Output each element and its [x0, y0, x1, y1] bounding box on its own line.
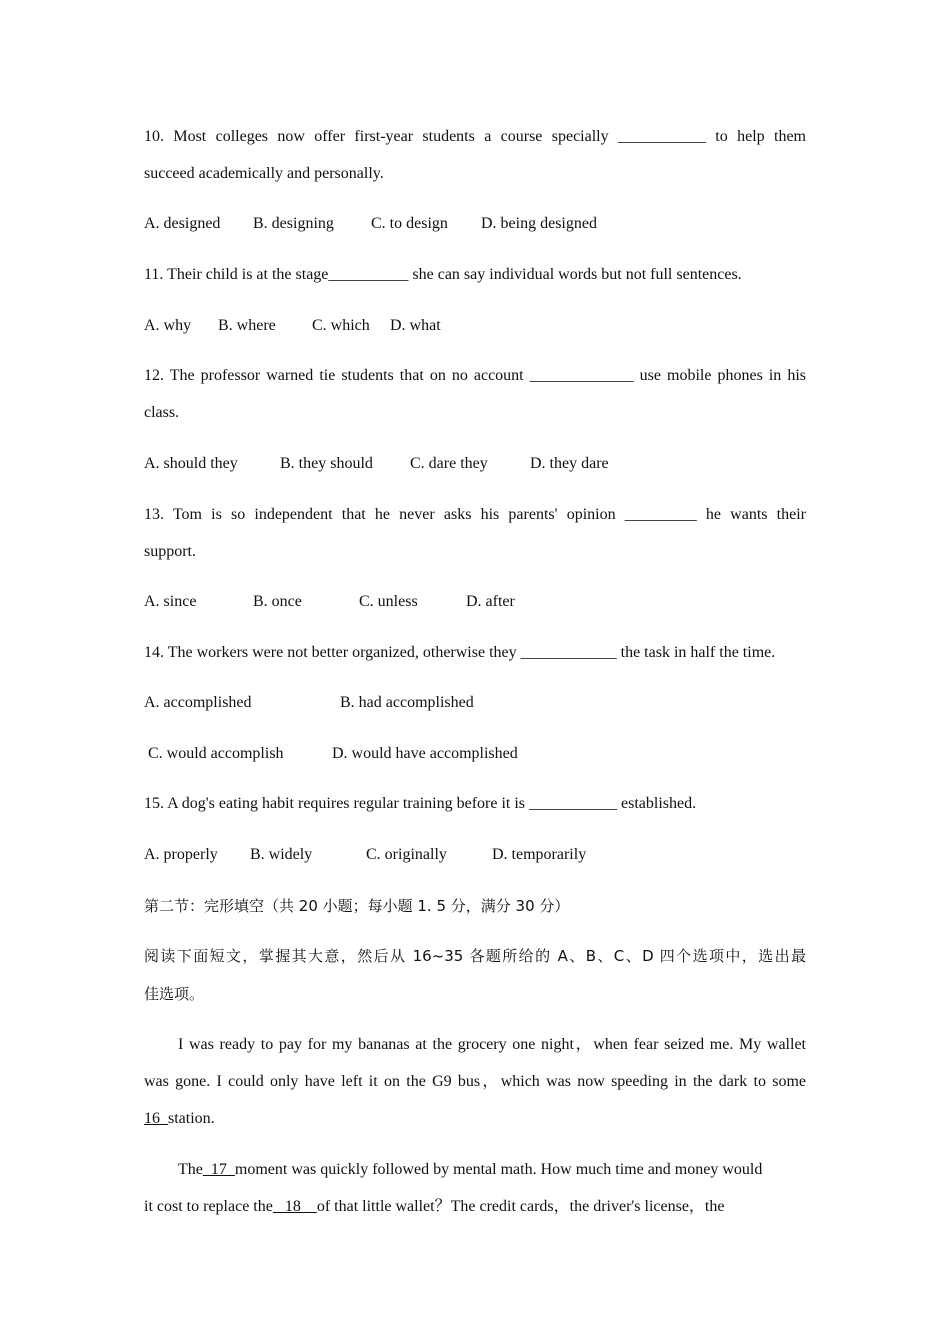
section-heading: 第二节：完形填空（共 20 小题；每小题 1. 5 分，满分 30 分） — [144, 897, 570, 915]
option-d: D. what — [390, 317, 441, 334]
question-14-text: 14. The workers were not better organized, otherwise they ____________ the task in half the time. — [144, 644, 776, 661]
passage-paragraph-1: I was ready to pay for my bananas at the grocery one night，when fear seized me. My wallet — [178, 1036, 806, 1053]
question-12-text: 12. The professor warned tie students that on no account _____________ use mobile phones in his — [144, 367, 806, 384]
option-a: A. should they — [144, 455, 238, 472]
question-11-text: 11. Their child is at the stage__________ she can say individual words but not full sentences. — [144, 266, 742, 283]
option-c: C. unless — [359, 593, 418, 610]
passage-paragraph-2-cont — [144, 1197, 806, 1217]
option-b: B. where — [218, 317, 276, 334]
option-b: B. they should — [280, 455, 373, 472]
option-c: C. originally — [366, 846, 447, 863]
option-d: D. temporarily — [492, 846, 587, 863]
option-d: D. would have accomplished — [332, 745, 518, 762]
option-c: C. would accomplish — [148, 745, 284, 762]
question-13-text-cont: support. — [144, 543, 196, 560]
option-b: B. once — [253, 593, 302, 610]
option-c: C. which — [312, 317, 370, 334]
passage-text: The — [178, 1161, 203, 1178]
option-a: A. why — [144, 317, 192, 334]
blank-17: 17 — [202, 1161, 235, 1178]
blank-18: 18 — [272, 1198, 317, 1215]
option-a: A. properly — [144, 846, 218, 863]
option-b: B. had accomplished — [340, 694, 474, 711]
passage-text: it cost to replace the — [144, 1198, 273, 1215]
option-a: A. accomplished — [144, 694, 252, 711]
option-d: D. they dare — [530, 455, 609, 472]
option-c: C. dare they — [410, 455, 488, 472]
passage-paragraph-1-cont: was gone. I could only have left it on the G9 bus，which was now speeding in the dark to some — [144, 1073, 806, 1090]
section-instructions: 阅读下面短文，掌握其大意，然后从 16~35 各题所给的 A、B、C、D 四个选项中，选出最 — [144, 947, 806, 965]
section-instructions-cont: 佳选项。 — [144, 985, 205, 1003]
passage-text: of that little wallet？The credit cards，the driver's license，the — [316, 1198, 725, 1215]
option-d: D. after — [466, 593, 515, 610]
question-10-text: 10. Most colleges now offer first-year students a course specially ___________ to help them — [144, 128, 806, 145]
question-10-text-cont: succeed academically and personally. — [144, 165, 384, 182]
question-12-text-cont: class. — [144, 404, 180, 421]
passage-text: station. — [168, 1110, 215, 1127]
passage-paragraph-1-end — [144, 1109, 806, 1129]
option-d: D. being designed — [481, 215, 597, 232]
question-15-text: 15. A dog's eating habit requires regular training before it is ___________ established. — [144, 795, 697, 812]
option-a: A. designed — [144, 215, 221, 232]
question-13-text: 13. Tom is so independent that he never asks his parents' opinion _________ he wants their — [144, 506, 806, 523]
option-b: B. designing — [253, 215, 334, 232]
option-b: B. widely — [250, 846, 313, 863]
passage-text: moment was quickly followed by mental math. How much time and money would — [234, 1161, 763, 1178]
blank-16: 16 — [144, 1110, 168, 1127]
passage-paragraph-2 — [178, 1160, 806, 1180]
option-a: A. since — [144, 593, 197, 610]
option-c: C. to design — [371, 215, 448, 232]
